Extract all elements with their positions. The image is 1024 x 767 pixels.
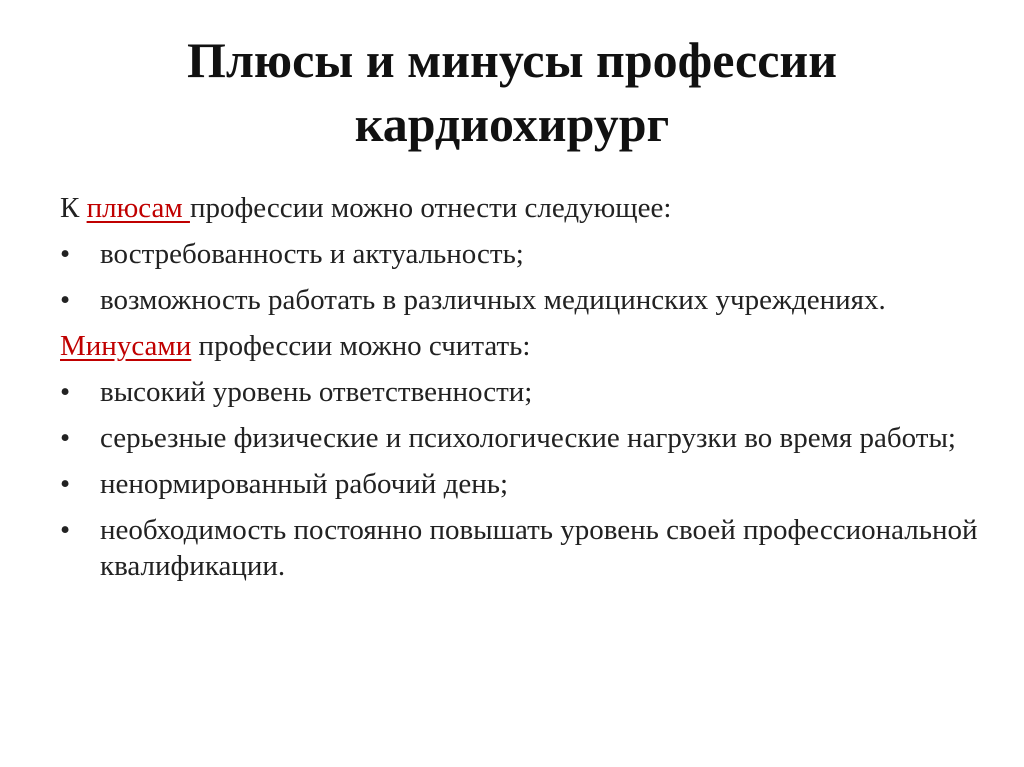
pros-list — [60, 236, 980, 318]
cons-list-item — [60, 512, 980, 584]
cons-intro-suffix: профессии можно считать: — [191, 330, 531, 362]
cons-item-text: необходимость постоянно повышать уровень своей профессиональной квалификации. — [100, 514, 978, 582]
cons-intro — [60, 328, 980, 364]
cons-accent-word: Минусами — [60, 330, 192, 362]
slide-title — [0, 28, 1024, 156]
pros-accent-word: плюсам — [86, 192, 190, 224]
cons-list-item — [60, 374, 980, 410]
pros-item-text: возможность работать в различных медицинских учреждениях. — [100, 284, 886, 316]
pros-item-text: востребованность и актуальность; — [100, 238, 524, 270]
cons-list-item — [60, 466, 980, 502]
pros-list-item — [60, 236, 980, 272]
cons-list — [60, 374, 980, 584]
bullet-icon: • — [60, 422, 71, 454]
bullet-icon: • — [60, 238, 71, 270]
cons-list-item — [60, 420, 980, 456]
pros-intro — [60, 190, 980, 226]
slide-title-line-1: Плюсы и минусы профессии — [186, 32, 838, 88]
slide-title-line-2: кардиохирург — [354, 96, 670, 152]
bullet-icon: • — [60, 468, 71, 500]
cons-item-text: высокий уровень ответственности; — [100, 376, 533, 408]
bullet-icon: • — [60, 514, 71, 546]
pros-intro-suffix: профессии можно отнести следующее: — [189, 192, 672, 224]
pros-list-item — [60, 282, 980, 318]
bullet-icon: • — [60, 376, 71, 408]
bullet-icon: • — [60, 284, 71, 316]
cons-item-text: серьезные физические и психологические нагрузки во время работы; — [100, 422, 956, 454]
cons-item-text: ненормированный рабочий день; — [100, 468, 508, 500]
slide-content — [60, 190, 980, 594]
pros-intro-prefix: К — [60, 192, 87, 224]
